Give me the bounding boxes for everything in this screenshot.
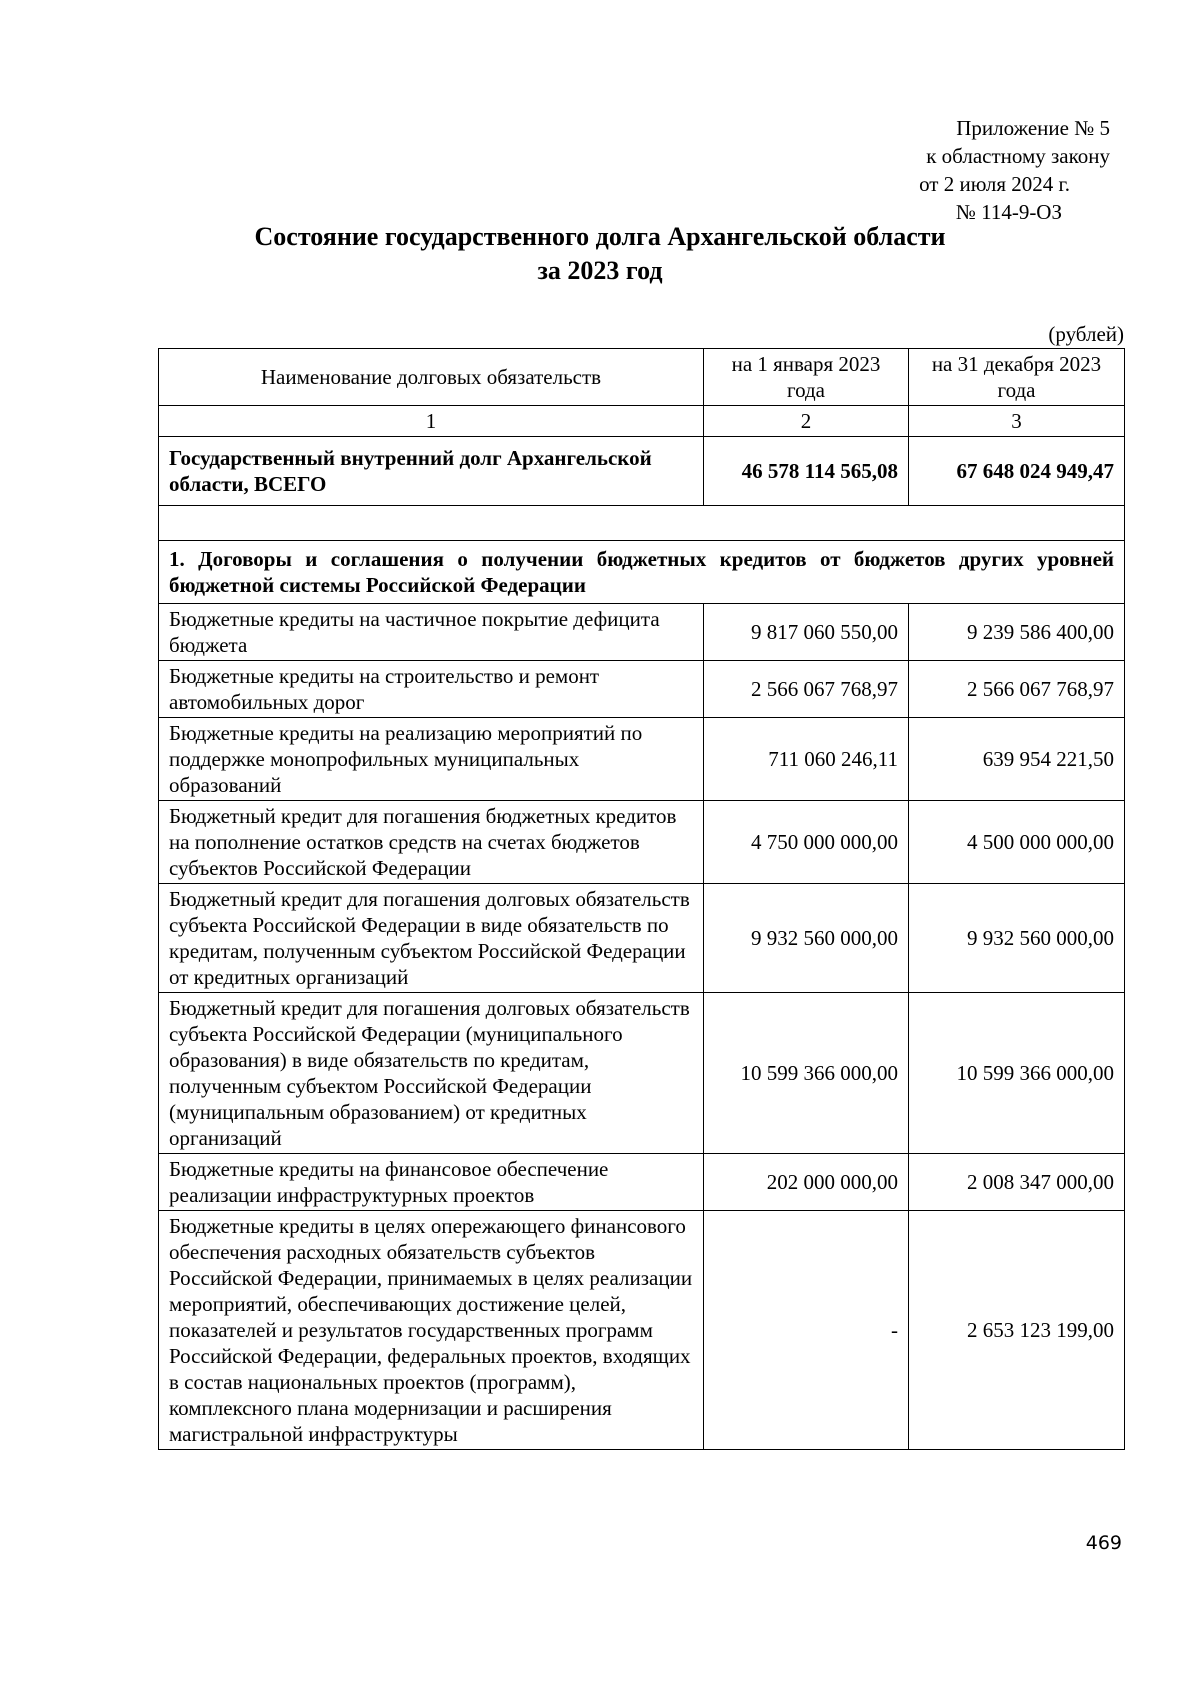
empty-row: [159, 506, 1125, 541]
column-number-3: 3: [909, 406, 1125, 437]
row-label: Бюджетный кредит для погашения долговых обязательств субъекта Российской Федерации (муниципального образования) в виде обязательств по кредитам, полученным субъектом Российской Федерации (муниципальным образованием) от кредитных организаций: [159, 993, 704, 1154]
row-label: Бюджетные кредиты в целях опережающего финансового обеспечения расходных обязательств субъектов Российской Федерации, принимаемых в целях реализации мероприятий, обеспечивающих достижение целей, показателей и результатов государственных программ Российской Федерации, федеральных проектов, входящих в состав национальных проектов (программ), комплексного плана модернизации и расширения магистральной инфраструктуры: [159, 1211, 704, 1450]
total-row: [159, 437, 1125, 506]
appendix-line-4: № 114-9-ОЗ: [955, 200, 1062, 224]
row-label: Бюджетные кредиты на реализацию мероприятий по поддержке монопрофильных муниципальных образований: [159, 718, 704, 801]
total-value-jan: 46 578 114 565,08: [704, 437, 909, 506]
row-value-dec: 4 500 000 000,00: [909, 801, 1125, 884]
debt-table: [158, 348, 1125, 1450]
row-value-dec: 10 599 366 000,00: [909, 993, 1125, 1154]
column-number-2: 2: [704, 406, 909, 437]
table-row: [159, 993, 1125, 1154]
table-row: [159, 661, 1125, 718]
row-value-dec: 9 239 586 400,00: [909, 604, 1125, 661]
row-value-dec: 2 008 347 000,00: [909, 1154, 1125, 1211]
column-number-1: 1: [159, 406, 704, 437]
total-label: Государственный внутренний долг Архангельской области, ВСЕГО: [159, 437, 704, 506]
row-value-jan: 9 932 560 000,00: [704, 884, 909, 993]
row-value-jan: 711 060 246,11: [704, 718, 909, 801]
row-value-jan: 9 817 060 550,00: [704, 604, 909, 661]
row-value-jan: 202 000 000,00: [704, 1154, 909, 1211]
row-value-dec: 9 932 560 000,00: [909, 884, 1125, 993]
row-label: Бюджетные кредиты на частичное покрытие дефицита бюджета: [159, 604, 704, 661]
unit-label: (рублей): [1048, 322, 1124, 346]
row-label: Бюджетные кредиты на строительство и ремонт автомобильных дорог: [159, 661, 704, 718]
row-value-jan: 2 566 067 768,97: [704, 661, 909, 718]
table-row: [159, 1154, 1125, 1211]
section-1-title: 1. Договоры и соглашения о получении бюджетных кредитов от бюджетов других уровней бюджетной системы Российской Федерации: [159, 541, 1125, 604]
document-title: [0, 220, 1200, 288]
table-row: [159, 718, 1125, 801]
row-value-jan: 10 599 366 000,00: [704, 993, 909, 1154]
row-label: Бюджетный кредит для погашения долговых обязательств субъекта Российской Федерации в виде обязательств по кредитам, полученным субъектом Российской Федерации от кредитных организаций: [159, 884, 704, 993]
table-header-row: [159, 349, 1125, 406]
title-line-2: за 2023 год: [537, 256, 663, 285]
page-number: 469: [1085, 1532, 1122, 1554]
empty-cell: [159, 506, 1125, 541]
table-row: [159, 884, 1125, 993]
title-line-1: Состояние государственного долга Архангельской области: [254, 222, 946, 251]
column-number-row: [159, 406, 1125, 437]
appendix-reference: [790, 114, 1110, 226]
section-header-row: [159, 541, 1125, 604]
row-label: Бюджетные кредиты на финансовое обеспечение реализации инфраструктурных проектов: [159, 1154, 704, 1211]
row-value-jan: -: [704, 1211, 909, 1450]
row-label: Бюджетный кредит для погашения бюджетных кредитов на пополнение остатков средств на счетах бюджетов субъектов Российской Федерации: [159, 801, 704, 884]
row-value-dec: 2 566 067 768,97: [909, 661, 1125, 718]
appendix-line-1: Приложение № 5: [956, 116, 1110, 140]
table-row: [159, 1211, 1125, 1450]
row-value-dec: 2 653 123 199,00: [909, 1211, 1125, 1450]
header-jan: на 1 января 2023 года: [704, 349, 909, 406]
table-row: [159, 604, 1125, 661]
total-value-dec: 67 648 024 949,47: [909, 437, 1125, 506]
header-name: Наименование долговых обязательств: [159, 349, 704, 406]
table-row: [159, 801, 1125, 884]
row-value-jan: 4 750 000 000,00: [704, 801, 909, 884]
appendix-line-3: от 2 июля 2024 г.: [919, 172, 1070, 196]
row-value-dec: 639 954 221,50: [909, 718, 1125, 801]
header-dec: на 31 декабря 2023 года: [909, 349, 1125, 406]
appendix-line-2: к областному закону: [926, 144, 1110, 168]
